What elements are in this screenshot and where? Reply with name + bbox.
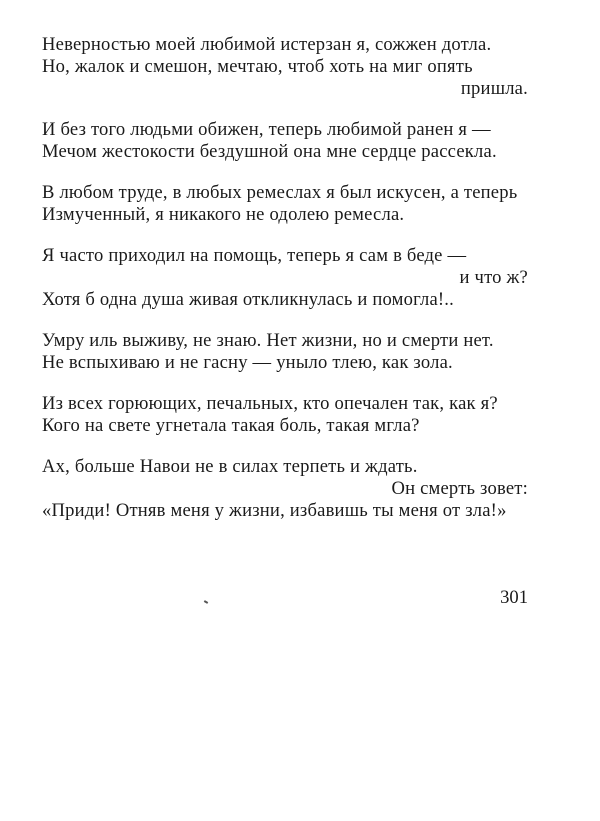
poem-page [42, 34, 528, 541]
verse-line: Неверностью моей любимой истерзан я, сожжен дотла. [42, 34, 492, 55]
verse-line: Хотя б одна душа живая откликнулась и помогла!.. [42, 289, 455, 310]
stanza-1 [42, 34, 528, 100]
verse-line: Измученный, я никакого не одолею ремесла. [42, 204, 405, 225]
stanza-2 [42, 119, 528, 163]
verse-line-continuation: и что ж? [459, 267, 528, 288]
stanza-5 [42, 330, 528, 374]
stanza-3 [42, 182, 528, 226]
stanza-7 [42, 456, 528, 522]
print-speck [204, 600, 208, 604]
verse-line: «Приди! Отняв меня у жизни, избавишь ты меня от зла!» [42, 500, 507, 521]
verse-line: Умру иль выживу, не знаю. Нет жизни, но и смерти нет. [42, 330, 494, 351]
verse-line-continuation: Он смерть зовет: [391, 478, 528, 499]
verse-line: Мечом жестокости бездушной она мне сердце рассекла. [42, 141, 497, 162]
verse-line-continuation: пришла. [460, 78, 528, 99]
verse-line: Я часто приходил на помощь, теперь я сам в беде — [42, 245, 467, 266]
verse-line: И без того людьми обижен, теперь любимой ранен я — [42, 119, 491, 140]
stanza-6 [42, 393, 528, 437]
verse-line: В любом труде, в любых ремеслах я был искусен, а теперь [42, 182, 518, 203]
page-number: 301 [500, 587, 528, 608]
verse-line: Ах, больше Навои не в силах терпеть и ждать. [42, 456, 418, 477]
stanza-4 [42, 245, 528, 311]
verse-line: Кого на свете угнетала такая боль, такая мгла? [42, 415, 420, 436]
verse-line: Из всех горюющих, печальных, кто опечален так, как я? [42, 393, 498, 414]
verse-line: Не вспыхиваю и не гасну — уныло тлею, как зола. [42, 352, 453, 373]
verse-line: Но, жалок и смешон, мечтаю, чтоб хоть на миг опять [42, 56, 473, 77]
